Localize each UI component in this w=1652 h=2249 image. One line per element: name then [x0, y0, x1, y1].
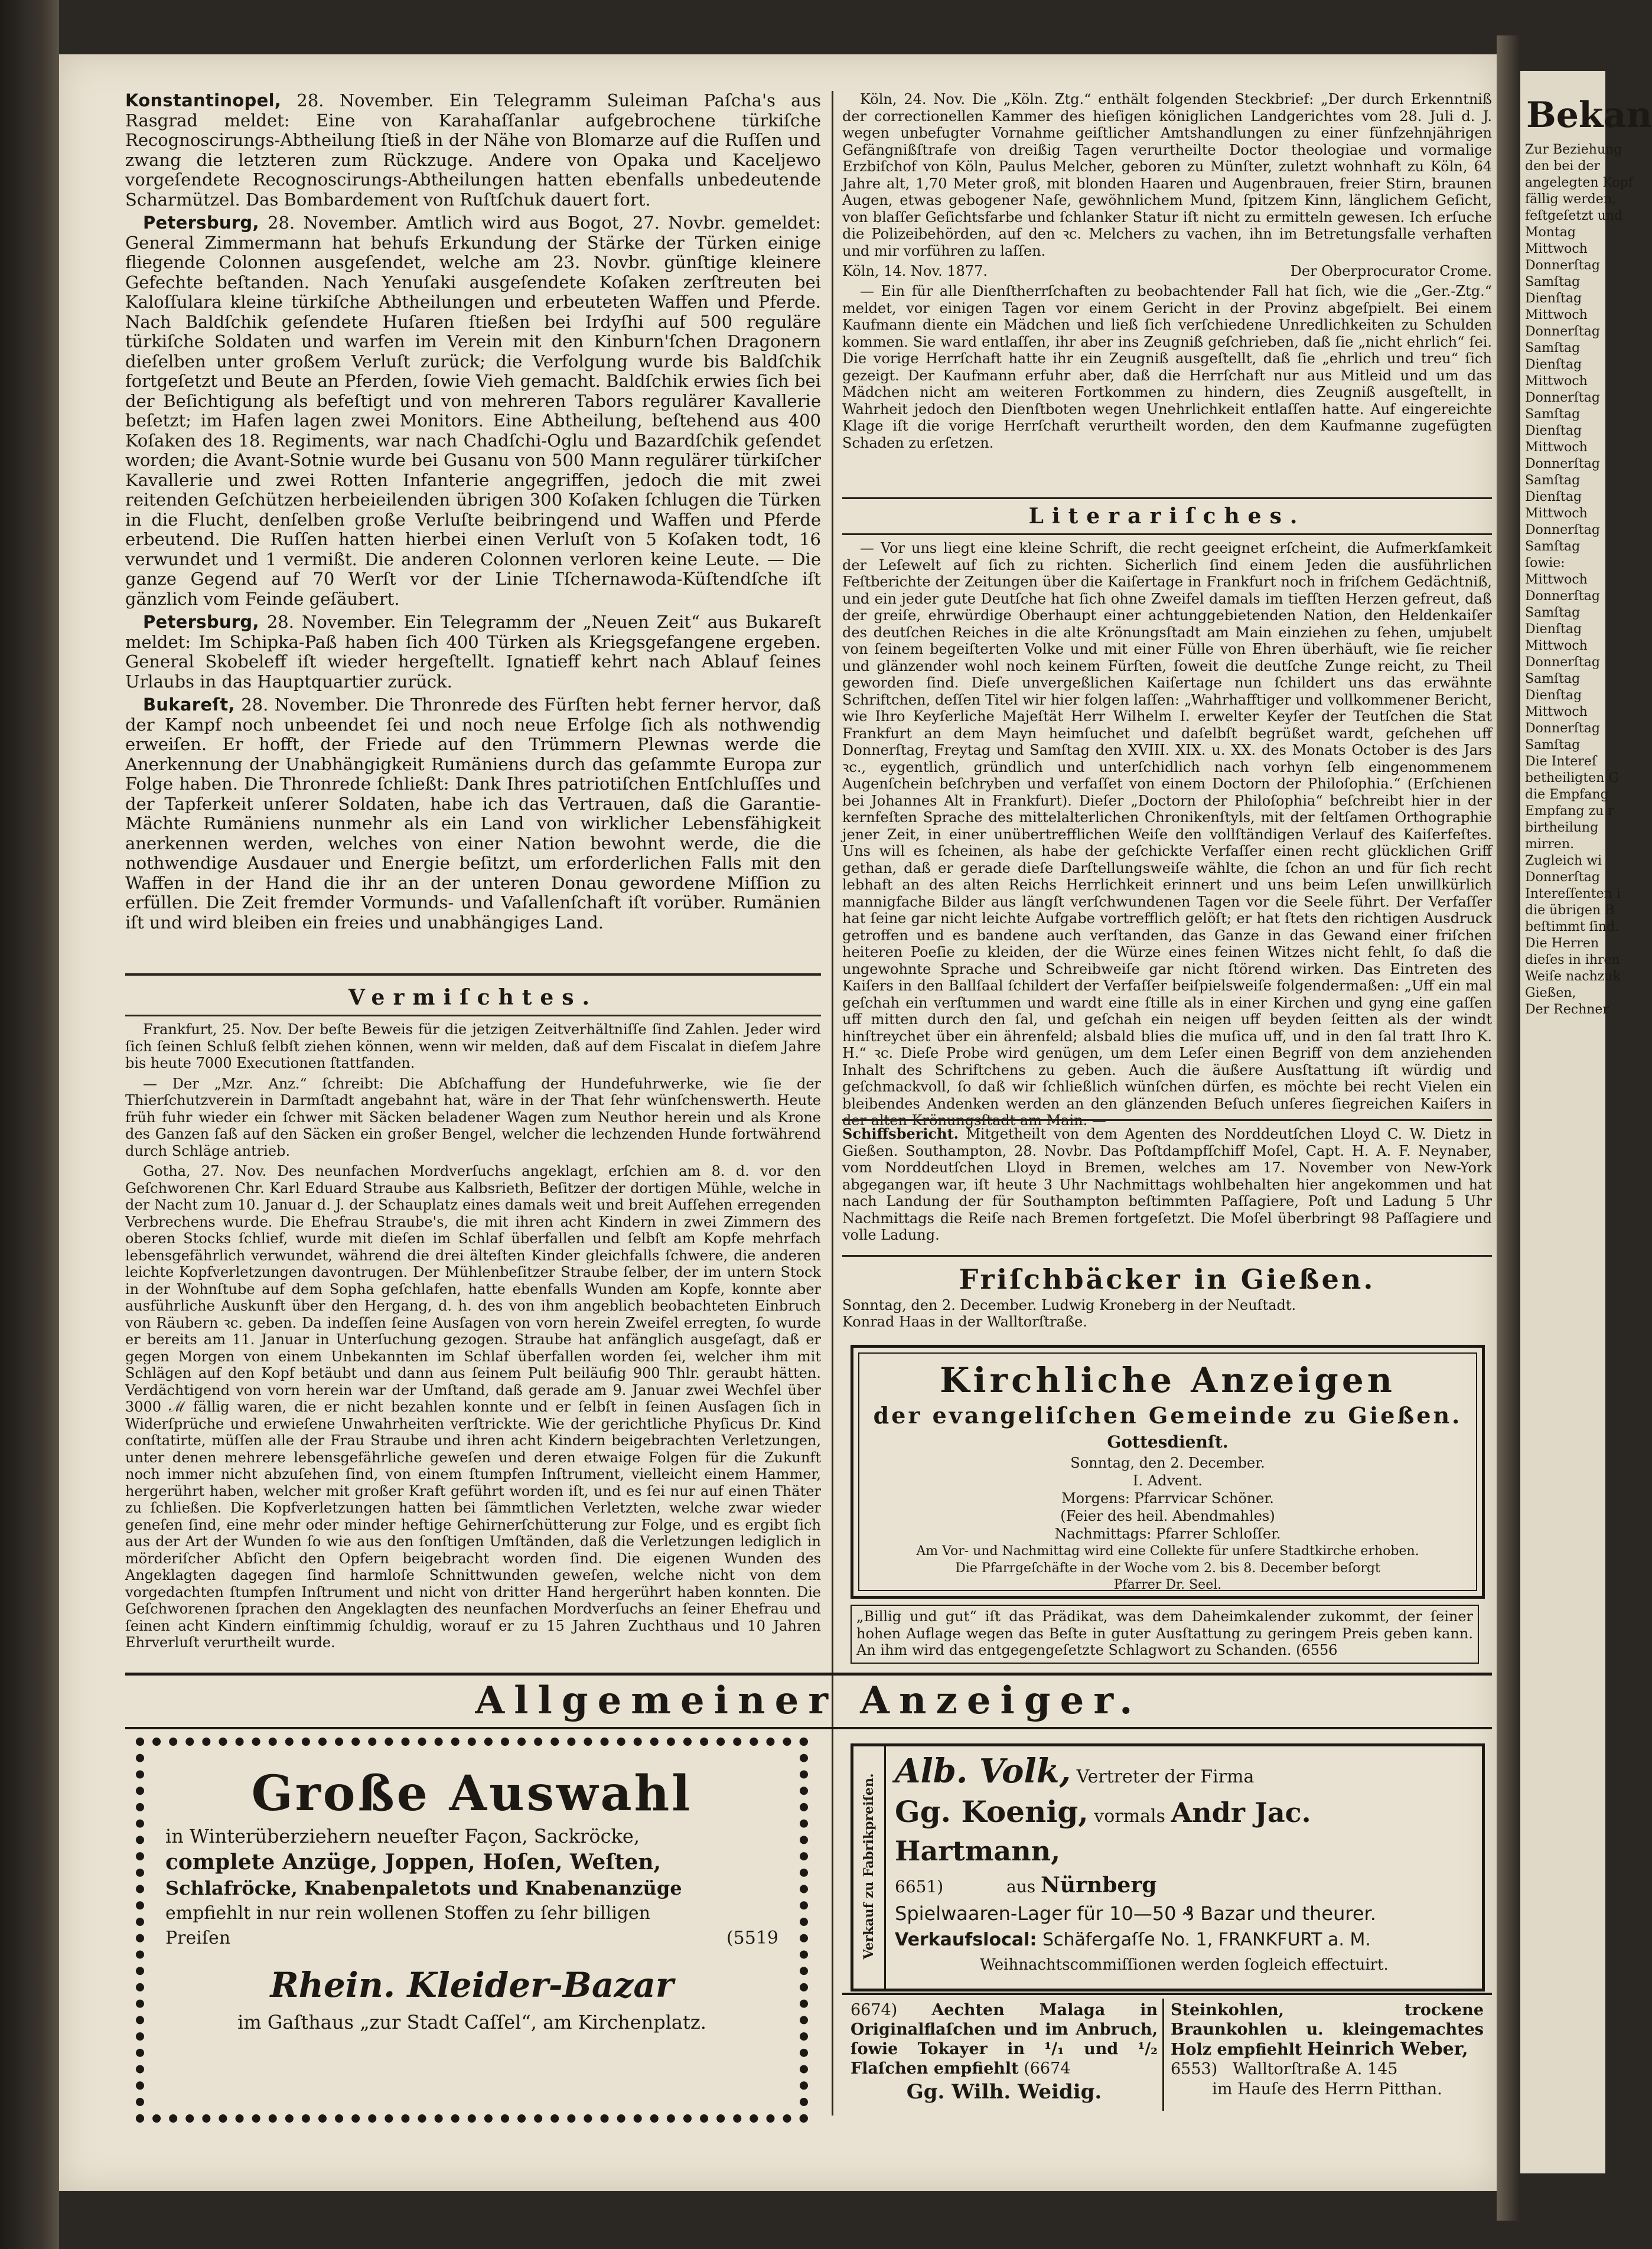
next-page-line: Dienſtag — [1525, 291, 1582, 306]
frischbaecker-line-1: Sonntag, den 2. December. Ludwig Kroneberg in der Neuſtadt. — [842, 1297, 1296, 1313]
ad-malaga-name: Gg. Wilh. Weidig. — [906, 2080, 1102, 2104]
next-page-lines — [1525, 142, 1633, 1018]
next-page-line: Montag — [1525, 225, 1576, 240]
ad-volk-spielwaaren: Spielwaaren-Lager für 10—50 ₰ Bazar und theurer. — [895, 1902, 1376, 1925]
next-page-line: Mittwoch — [1525, 440, 1588, 455]
newspaper-page — [59, 54, 1497, 2191]
kirche-gottesdienst: Gottesdienſt. — [1107, 1432, 1229, 1452]
ad-auswahl-line-2: complete Anzüge, Joppen, Hoſen, Weſten, — [165, 1850, 662, 1875]
ad-volk-number: 6651) — [895, 1877, 944, 1896]
ad-volk-nuernberg: Nürnberg — [1041, 1873, 1157, 1898]
billig-number: (6556 — [1296, 1642, 1338, 1658]
next-page-line: Donnerſtag — [1525, 324, 1600, 339]
section-title-literarisches: Literariſches. — [1028, 504, 1306, 529]
anzeiger-title: Allgemeiner Anzeiger. — [475, 1678, 1142, 1723]
section-rule — [842, 1255, 1492, 1257]
next-page-line: Mittwoch — [1525, 506, 1588, 521]
ad-volk-row-2 — [895, 1795, 1474, 1872]
next-page-line: Dienſtag — [1525, 688, 1582, 703]
book-gutter — [1497, 35, 1520, 2221]
section-rule — [125, 973, 821, 979]
billig-und-gut-notice — [851, 1605, 1479, 1664]
ad-kohlen — [1171, 2000, 1484, 2118]
anzeiger-bottom-rule — [125, 1727, 1492, 1733]
title-rule — [125, 1015, 821, 1016]
dateline: Petersburg, — [143, 612, 259, 632]
next-page-line: ſowie: — [1525, 556, 1565, 571]
kirche-content — [853, 1360, 1482, 1593]
ad-auswahl-line-4: empfiehlt in nur rein wollenen Stoffen zu ſehr billigen — [165, 1903, 650, 1924]
ad-malaga-number: 6674) — [851, 2001, 898, 2019]
kirche-nachmittags: Nachmittags: Pfarrer Schloſſer. — [1054, 1526, 1281, 1542]
next-page-line: Der Rechner — [1525, 1002, 1609, 1017]
ad-volk-aus: aus — [1006, 1877, 1036, 1896]
article-text: 28. November. Amtlich wird aus Bogot, 27. Novbr. gemeldet: General Zimmermann hat behufs Erkundung der Stärke der Türken einige fliegende Colonnen ausgeſendet, welche am 23. Novbr. günſtige kleinere Gefechte beſtanden. Nach Yenuſaki ausgeſendete Koſaken zerſtreuten bei Kaloſſulara kleine türkiſche Abtheilungen und erbeuteten Waffen und Pferde. Nach Baldſchik geſendete Huſaren ſtießen bei Irdyſhi auf 500 reguläre türkiſche Soldaten und warfen im Verein mit den Kinburn'ſchen Dragonern dieſelben unter großem Verluſt zurück; die Verfolgung wurde bis Baldſchik fortgeſetzt und Beute an Pferden, ſowie Vieh gemacht. Baldſchik erwies ſich bei der Beſichtigung als befeſtigt und von mehreren Tabors regulärer Kavallerie beſetzt; im Hafen lagen zwei Monitors. Eine Abtheilung, beſtehend aus 400 Koſaken des 18. Regiments, war nach Chadſchi-Oglu und Bazardſchik geſendet worden; die Avant-Sotnie wurde bei Gusanu von 500 Mann regulärer türkiſcher Kavallerie und zwei Rotten Infanterie angegriffen, jedoch die mit zwei reitenden Geſchützen herbeieilenden übrigen 300 Koſaken ſchlugen die Türken in die Flucht, denſelben große Verluſte beibringend und Waffen und Pferde erbeutend. Die Ruſſen hatten hierbei einen Verluſt von 5 Koſaken todt, 16 verwundet und 1 vermißt. Die anderen Colonnen verloren keine Leute. — Die ganze Gegend auf 70 Werſt vor der Linie Tſchernawoda-Küſtendſche iſt gänzlich vom Feinde geſäubert. — [125, 213, 821, 609]
schiffsbericht-title: Schiffsbericht. — [842, 1125, 959, 1142]
next-page-line: Gießen, — [1525, 986, 1576, 1000]
next-page-partial — [1520, 71, 1652, 2173]
ad-auswahl-title: Große Auswahl — [251, 1765, 693, 1822]
koeln-signature-row — [842, 263, 1492, 279]
next-page-line: Dienſtag — [1525, 622, 1582, 637]
next-page-line: birtheilung — [1525, 820, 1599, 835]
next-page-line: Donnerſtag — [1525, 870, 1600, 885]
next-page-line: Samſtag — [1525, 473, 1581, 488]
next-page-line: Donnerſtag — [1525, 457, 1600, 471]
next-page-line: Zugleich wi — [1525, 853, 1602, 868]
ad-grosse-auswahl — [165, 1764, 778, 2095]
koeln-sign-date: Köln, 14. Nov. 1877. — [842, 263, 988, 279]
next-page-line: Mittwoch — [1525, 638, 1588, 653]
ad-volk-weihnachten: Weihnachtscommiſſionen werden ſogleich effectuirt. — [980, 1956, 1389, 1974]
kirche-advent: I. Advent. — [1133, 1472, 1203, 1489]
ad-auswahl-line-3: Schlafröcke, Knabenpaletots und Knabenanzüge — [165, 1877, 682, 1899]
dateline: Konstantinopel, — [125, 90, 282, 110]
article-petersburg-2 — [125, 612, 821, 692]
next-page-line: Samſtag — [1525, 605, 1581, 620]
ad-volk-row-1 — [895, 1753, 1474, 1795]
ad-malaga — [851, 2000, 1158, 2118]
next-page-line: den bei der — [1525, 159, 1601, 174]
next-page-heading: Bekan — [1526, 94, 1652, 136]
ad-volk-address: Schäfergaſſe No. 1, FRANKFURT a. M. — [1042, 1929, 1371, 1950]
next-page-line: fällig werden, — [1525, 192, 1617, 207]
ad-kohlen-address: Walltorſtraße A. 145 — [1233, 2060, 1398, 2078]
article-text: 28. November. Ein Telegramm Suleiman Paſcha's aus Rasgrad meldet: Eine von Karahaſſanlar aufgebrochene türkiſche Recognoscirungs-Abtheilung ſtieß in der Nähe von Blomarze auf die Ruſſen und zwang die letzteren zum Rückzuge. Andere von Opaka und Kaceljewo vorgeſendete Recognoscirungs-Abtheilungen hatten ebenfalls unbedeutende Scharmützel. Das Bombardement von Ruſtſchuk dauert fort. — [125, 90, 821, 210]
next-page-line: Samſtag — [1525, 275, 1581, 289]
next-page-line: Die Herren — [1525, 936, 1599, 951]
ad-malaga-text: Aechten Malaga in Originalflaſchen und im Anbruch, ſowie Tokayer in ¹/₁ und ¹/₂ Flaſchen empfiehlt — [851, 2001, 1158, 2078]
next-page-line: Empfang zu r — [1525, 804, 1614, 819]
ad-volk-rep: Vertreter der Firma — [1076, 1766, 1255, 1787]
ad-auswahl-number: (5519 — [726, 1928, 778, 1948]
kirche-morgens: Morgens: Pfarrvicar Schöner. — [1061, 1490, 1274, 1507]
next-page-line: Weiſe nachzuk — [1525, 969, 1621, 984]
kirchliche-anzeigen-box — [851, 1345, 1485, 1599]
next-page-line: Mittwoch — [1525, 374, 1588, 389]
article-text: 28. November. Ein Telegramm der „Neuen Zeit“ aus Bukareſt meldet: Im Schipka-Paß haben ſich 400 Türken als Kriegsgefangene ergeben. General Skobeleff iſt wieder hergeſtellt. Ignatieff kehrt nach Ablauf ſeines Urlaubs in das Hauptquartier zurück. — [125, 612, 821, 692]
next-page-line: beſtimmt ſind. — [1525, 920, 1620, 934]
ad-volk-content — [895, 1753, 1474, 1977]
next-page-line: Samſtag — [1525, 407, 1581, 422]
article-petersburg-1 — [125, 213, 821, 609]
next-page-line: Donnerſtag — [1525, 721, 1600, 736]
column-divider — [832, 91, 833, 1880]
schiffsbericht-block — [842, 1114, 1492, 1250]
frischbaecker-line-2: Konrad Haas in der Walltorſtraße. — [842, 1313, 1087, 1330]
ad-kohlen-row-2 — [1171, 2079, 1484, 2100]
dateline: Bukareſt, — [143, 695, 235, 715]
next-page-line: Mittwoch — [1525, 308, 1588, 322]
frischbaecker-title: Friſchbäcker in Gießen. — [959, 1263, 1376, 1295]
article-text: 28. November. Die Thronrede des Fürſten hebt ferner hervor, daß der Kampf noch unbeendet ſei und noch neue Erfolge ſich als nothwendig erweiſen. Er hofft, der Friede auf den Trümmern Plewnas werde die Anerkennung der Unabhängigkeit Rumäniens durch das geſammte Europa zur Folge haben. Die Thronrede ſchließt: Dank Ihres patriotiſchen Entſchluſſes und der Tapferkeit unſerer Soldaten, habe ich das Vertrauen, daß die Garantie-Mächte Rumäniens nunmehr als ein Land von wirklicher Lebensfähigkeit anerkennen werden, welches von einer Nation bewohnt werde, die die nothwendige Ausdauer und Energie beſitzt, um erforderlichen Falls mit den Waffen in der Hand die ihr an der unteren Donau gewordene Miſſion zu erfüllen. Die Zeit fremder Vormunds- und Vaſallenſchaft iſt vorüber. Rumänien iſt und wird bleiben ein freies und unabhängiges Land. — [125, 695, 821, 933]
next-page-line: Samſtag — [1525, 341, 1581, 356]
article-koeln: Köln, 24. Nov. Die „Köln. Ztg.“ enthält folgenden Steckbrief: „Der durch Erkenntniß der correctionellen Kammer des hieſigen königlichen Landgerichtes vom 28. Juli d. J. wegen unbefugter Vornahme geiſtlicher Amtshandlungen zu einer fünfzehnjährigen Gefängnißſtrafe von dreißig Tagen verurtheilte Doctor theologiae und vormalige Erzbiſchof von Köln, Paulus Melcher, geboren zu Münſter, zuletzt wohnhaft zu Köln, 64 Jahre alt, 1,70 Meter groß, mit blonden Haaren und Augenbrauen, freier Stirn, braunen Augen, etwas gebogener Naſe, gewöhnlichem Mund, ſpitzem Kinn, länglichem Geſicht, von blaſſer Geſichtsfarbe und ſchlanker Statur iſt nicht zu ermitteln gewesen. Ich erſuche die Polizeibehörden, auf den ꝛc. Melchers zu vachen, ihn im Betretungsfalle verhaften und mir vorführen zu laſſen. — [842, 91, 1492, 259]
kirche-subtitle: der evangeliſchen Gemeinde zu Gießen. — [873, 1402, 1462, 1429]
ad-volk-vormals: vormals — [1094, 1806, 1165, 1827]
next-page-line: Dienſtag — [1525, 357, 1582, 372]
title-rule — [842, 533, 1492, 535]
right-news-top — [842, 91, 1492, 493]
next-page-line: Die Intereſ — [1525, 754, 1597, 769]
billig-text: „Billig und gut“ iſt das Prädikat, was dem Daheimkalender zukommt, der ſeiner hohen Auflage wegen das Beſte in guter Ausſtattung zu geringem Preis geben kann. An ihm wird das entgegengeſetzte Schlagwort zu Schanden. — [856, 1608, 1473, 1658]
ad-volk-row-3 — [895, 1872, 1474, 1900]
ad-volk-verkaufslocal: Verkaufslocal: — [895, 1929, 1037, 1950]
ad-volk-side-text: Verkauf zu Fabrikpreiſen. — [861, 1773, 876, 1960]
next-page-line: Dienſtag — [1525, 490, 1582, 504]
article-dienst: — Ein für alle Dienſtherrſchaften zu beobachtender Fall hat ſich, wie die „Ger.-Ztg.“ meldet, vor einigen Tagen vor einem Gericht in der Provinz abgeſpielt. Bei einem Kaufmann diente ein Mädchen und ließ ſich verſchiedene Unredlichkeiten zu Schulden kommen. Sie ward entlaſſen, ihr aber ins Zeugniß geſchrieben, daß ſie „nicht ehrlich“ ſei. Die vorige Herrſchaft hatte ihr ein Zeugniß ausgeſtellt, daß ſie „ehrlich und treu“ ſich gezeigt. Der Kaufmann erfuhr aber, daß die Herrſchaft nur aus Mitleid und um das Mädchen nicht am weiteren Fortkommen zu hindern, dies Zeugniß ausgeſtellt, in Wahrheit jedoch den Dienſtboten wegen Unehrlichkeit entlaſſen hatte. Auf eingereichte Klage iſt die vorige Herrſchaft verurtheilt worden, den dem Kaufmanne zugefügten Schaden zu erſetzen. — [842, 283, 1492, 451]
next-page-line: Mittwoch — [1525, 572, 1588, 587]
next-page-line: Dienſtag — [1525, 423, 1582, 438]
next-page-line: die Empfang — [1525, 787, 1609, 802]
next-page-line: die übrigen B — [1525, 903, 1615, 918]
ad-auswahl-bazar: Rhein. Kleider-Bazar — [270, 1965, 674, 2005]
article-konstantinopel — [125, 91, 821, 210]
ad-auswahl-line-5: Preiſen — [165, 1928, 231, 1948]
section-rule — [842, 1119, 1492, 1121]
next-page-line: dieſes in ihren — [1525, 953, 1620, 967]
article-frankfurt: Frankfurt, 25. Nov. Der beſte Beweis für die jetzigen Zeitverhältniſſe ſind Zahlen. Jeder wird ſich ſeinen Schluß ſelbſt ziehen können, wenn wir melden, daß auf dem Fiscalat in dieſem Jahre bis heute 7000 Executionen ſtattfanden. — [125, 1021, 821, 1071]
kirche-pfarrer: Pfarrer Dr. Seel. — [1113, 1577, 1222, 1592]
next-page-line: Zur Beziehung — [1525, 142, 1622, 157]
dateline: Petersburg, — [143, 213, 259, 233]
ad-volk-hartmann: Andr Jac. Hartmann, — [895, 1797, 1311, 1867]
schiffsbericht-text: Mitgetheilt von dem Agenten des Norddeutſchen Lloyd C. W. Dietz in Gießen. Southampton, 28. Novbr. Das Poſtdampfſchiff Moſel, Capt. H. A. F. Neynaber, vom Norddeutſchen Lloyd in Bremen, welches am 17. November von New-York abgegangen war, iſt heute 3 Uhr Nachmittags wohlbehalten hier angekommen und hat nach Landung der für Southampton beſtimmten Paſſagiere, Poſt und Ladung 5 Uhr Nachmittags die Reiſe nach Bremen fortgeſetzt. Die Moſel überbringt 98 Paſſagiere und volle Ladung. — [842, 1126, 1492, 1243]
ad-kohlen-text: Steinkohlen, trockene Braunkohlen u. kleingemachtes Holz empfiehlt — [1171, 2001, 1484, 2059]
ad-auswahl-line-1: in Winterüberziehern neueſter Façon, Sackröcke, — [165, 1825, 640, 1847]
article-gotha: Gotha, 27. Nov. Des neunfachen Mordverſuchs angeklagt, erſchien am 8. d. vor den Geſchworenen Chr. Karl Eduard Straube aus Kalbsrieth, Beſitzer der dortigen Mühle, welche in der Nacht zum 10. Januar d. J. der Schauplatz eines damals weit und breit Aufſehen erregenden Verbrechens wurde. Die Ehefrau Straube's, die mit ihren acht Kindern in zwei Zimmern des oberen Stocks ſchlief, wurde mit dieſen im Schlaf überfallen und ſelbſt am Kopfe mehrfach lebensgefährlich verwundet, während die drei älteſten Kinder gleichfalls ſchwere, die anderen leichte Kopfverletzungen davontrugen. Der Mühlenbeſitzer Straube ſelber, der im untern Stock in der Wohnſtube auf dem Sopha geſchlafen, hatte ebenfalls Wunden am Kopfe, konnte aber ausführliche Auskunft über den Hergang, d. h. des von ihm angeblich beobachteten Einbruch von Räubern ꝛc. geben. Da indeſſen ſeine Ausſagen von vorn herein Zweifel erregten, ſo wurde er bereits am 11. Januar in Unterſuchung gezogen. Straube hat anfänglich ausgeſagt, daß er gegen Morgen von einem Unbekannten im Schlaf überfallen worden ſei, welcher ihm mit Schlägen auf den Kopf betäubt und dann aus ſeinem Pult beiläufig 900 Thlr. geraubt hätten. Verdächtigend von vorn herein war der Umſtand, daß gerade am 9. Januar zwei Wechſel über 3000 ℳ fällig waren, die er nicht bezahlen konnte und er ſelbſt in ſeinen Ausſagen ſich in Widerſprüche und erwieſene Unwahrheiten verſtrickte. Wie der gerichtliche Phyſicus Dr. Kind conſtatirte, müſſen alle der Frau Straube und ihren acht Kindern beigebrachten Verletzungen, unter denen mehrere lebensgefährliche geweſen und deren etwaige Folgen für die Zukunft noch immer nicht abzuſehen ſind, von einem ſtumpfen Inſtrument, vielleicht einem Hammer, hergerührt haben, welcher mit großer Kraft geführt worden iſt, und es ſei nur auf einen Thäter zu ſchließen. Die Kopfverletzungen hatten bei ſämmtlichen Verletzten, welche zwar wieder geneſen ſind, eine mehr oder minder heftige Gehirnerſchütterung zur Folge, und es ergibt ſich aus der Art der Wunden ſo wie aus den ſonſtigen Umſtänden, daß die Verletzungen lediglich in mörderiſcher Abſicht den Opfern beigebracht worden ſind. Die eigenen Wunden des Angeklagten dagegen ſind harmloſe Schnittwunden geweſen, welche nicht von dem vorgedachten ſtumpfen Inſtrument und nicht von dritter Hand hergerührt haben konnten. Die Geſchworenen ſprachen den Angeklagten des neunfachen Mordverſuchs an ſeiner Ehefrau und ſeinen acht Kindern einſtimmig ſchuldig, worauf er zu 15 Jahren Zuchthaus und 10 Jahren Ehrverluſt verurtheilt wurde. — [125, 1163, 821, 1651]
ad-column-divider — [832, 1732, 833, 2116]
section-rule — [842, 497, 1492, 499]
next-page-line: angelegten Kopf — [1525, 175, 1633, 190]
article-literarisches: — Vor uns liegt eine kleine Schrift, die recht geeignet erſcheint, die Aufmerkſamkeit der Leſewelt auf ſich zu richten. Sicherlich ſind einem Jeden die ausführlichen Feſtberichte der Zeitungen über die Kaiſertage in Frankfurt noch in friſchem Gedächtniß, und ein jeder gute Deutſche hat ſich ohne Zweifel damals im tiefſten Herzen gefreut, daß der greiſe, ehrwürdige Oberhaupt einer achtunggebietenden Nation, den Heldenkaiſer des deutſchen Reiches in die alte Krönungsſtadt am Main einziehen zu ſehen, umjubelt von ſeinem begeiſterten Volke und mit einer Fülle von Ehren überhäuft, wie ſie reicher und glänzender wohl noch keinem Fürſten, ſoweit die deutſche Zunge reicht, zu Theil geworden ſind. Dieſe unvergeßlichen Kaiſertage nun ſchildert uns das erwähnte Schriftchen, deſſen Titel wir hier folgen laſſen: „Wahrhafftiger und vollkommener Bericht, wie Ihro Keyſerliche Majeſtät Herr Wilhelm I. erwelter Keyſer der Teutſchen die Stat Frankfurt an dem Mayn heimſuchet und daſelbſt begrüßet wardt, geſchehen uff Donnerſtag, Freytag und Samſtag den XVIII. XIX. u. XX. des Monats October is des Jars ꝛc., eygentlich, gründlich und unterſchidlich nach vorhyn ſelb eingenommenem Augenſchein beſchryben und verfaſſet von einem Doctorn der Philoſophia.“ (Erſchienen bei Johannes Alt in Frankfurt). Dieſer „Doctorn der Philoſophia“ beſchreibt hier in der kernfeſten Sprache des mittelalterlichen Chronikenſtyls, mit der ſeltſamen Orthographie jener Zeit, in einer unübertrefflichen Weiſe den vollſtändigen Verlauf des Kaiſerfeſtes. Uns will es ſcheinen, als habe der geſchickte Verfaſſer einen recht glücklichen Griff gethan, daß er gerade dieſe Darſtellungsweiſe wählte, die ſchon an und für ſich recht lebhaft an des alten Reichs Herrlichkeit erinnert und uns beim Leſen unwillkürlich mannigfache Bilder aus längſt verſchwundenen Tagen vor die Seele führt. Der Verfaſſer hat ſeine gar nicht leichte Aufgabe vortrefflich gelöſt; er hat ſtets den richtigen Ausdruck getroffen und es bandene auch verſtanden, das Ganze in das Gewand einer friſchen heiteren Poeſie zu kleiden, der die Würze eines feinen Witzes nicht fehlt, ſo daß die ungewohnte Sprache und Schreibweiſe gar nicht ſtörend wirken. Das Eintreten des Kaiſers in den Ballſaal ſchildert der Verfaſſer beiſpielsweiſe folgendermaßen: „Uff ein mal geſchah ein verſtummen und wardt eine ſtille als in einer Kirchen und gyng eine gaſſen uff mitten durch den ſal, und geſchah ein neigen uff beyden ſeitten als der windt hinſtreychet über ein ährenfeld; alsbald blies die muſica uff, und in den ſal tratt Ihro K. H.“ ꝛc. Dieſe Probe wird genügen, um dem Leſer einen Begriff von dem anziehenden Inhalt des Schriftchens zu geben. Auch die äußere Ausſtattung iſt würdig und geſchmackvoll, ſo daß wir ſchließlich wünſchen dürfen, es möchte bei recht Vielen ein bleibendes Andenken werden an den glänzenden Beſuch unſeres ſiegreichen Kaiſers in der alten Krönungsſtadt am Main. — — [842, 540, 1492, 1129]
book-spine — [0, 0, 59, 2249]
ad-volk-box — [851, 1743, 1485, 1991]
ad-kohlen-name: Heinrich Weber, — [1306, 2039, 1468, 2059]
ad-separator — [842, 1993, 1492, 1999]
next-page-line: Intereſſenten i — [1525, 886, 1621, 901]
ad-kohlen-row — [1171, 2059, 1484, 2079]
next-page-line: Donnerſtag — [1525, 523, 1600, 537]
ad-auswahl-address: im Gaſthaus „zur Stadt Caſſel“, am Kirchenplatz. — [237, 2011, 706, 2033]
next-page-line: feſtgeſetzt und — [1525, 208, 1623, 223]
ad-divider-small — [1162, 1999, 1164, 2111]
kirche-abendmahl: (Feier des heil. Abendmahles) — [1060, 1508, 1275, 1524]
article-bukarest — [125, 695, 821, 933]
next-page-line: betheiligten G — [1525, 771, 1619, 785]
koeln-signer: Der Oberprocurator Crome. — [1290, 263, 1492, 279]
kirche-title: Kirchliche Anzeigen — [940, 1360, 1396, 1400]
ad-volk-row-5 — [895, 1927, 1474, 1953]
anzeiger-header — [125, 1678, 1492, 1726]
literarisches-column — [842, 493, 1492, 1129]
ad-volk-name: Alb. Volk, — [895, 1752, 1071, 1791]
next-page-line: Samſtag — [1525, 738, 1581, 752]
ad-volk-koenig: Gg. Koenig, — [895, 1794, 1089, 1829]
kirche-date: Sonntag, den 2. December. — [1070, 1455, 1265, 1471]
section-title-vermischtes: Vermiſchtes. — [348, 985, 598, 1010]
ad-kohlen-address-2: im Hauſe des Herrn Pitthan. — [1212, 2080, 1442, 2098]
next-page-line: mirren. — [1525, 837, 1575, 852]
ad-kohlen-number: 6553) — [1171, 2060, 1218, 2078]
next-page-line: Donnerſtag — [1525, 655, 1600, 670]
ad-malaga-number-2: (6674 — [1024, 2059, 1071, 2078]
next-page-line: Donnerſtag — [1525, 258, 1600, 273]
next-page-line: Mittwoch — [1525, 705, 1588, 719]
left-news-column — [125, 91, 821, 983]
frischbaecker-block — [842, 1250, 1492, 1339]
ad-auswahl-price-row — [165, 1926, 778, 1951]
kirche-pfarrgeschaefte: Die Pfarrgeſchäfte in der Woche vom 2. bis 8. December beſorgt — [955, 1561, 1380, 1576]
next-page-line: Samſtag — [1525, 672, 1581, 686]
article-mainz: — Der „Mzr. Anz.“ ſchreibt: Die Abſchaffung der Hundefuhrwerke, wie ſie der Thierſchutzverein in Darmſtadt angebahnt hat, wäre in der That ſehr wünſchenswerth. Heute früh fuhr wieder ein ſchwer mit Säcken beladener Wagen zum Neuthor herein und als Krone des Ganzen ſaß auf den Säcken ein großer Bengel, welcher die lechzenden Hunde fortwährend durch Schläge antrieb. — [125, 1075, 821, 1159]
kirche-kollekte: Am Vor- und Nachmittag wird eine Collekte für unſere Stadtkirche erhoben. — [916, 1544, 1419, 1559]
next-page-line: Mittwoch — [1525, 242, 1588, 256]
next-page-line: Samſtag — [1525, 539, 1581, 554]
next-page-line: Donnerſtag — [1525, 589, 1600, 604]
ad-volk-side-band — [853, 1746, 886, 1989]
next-page-line: Donnerſtag — [1525, 390, 1600, 405]
